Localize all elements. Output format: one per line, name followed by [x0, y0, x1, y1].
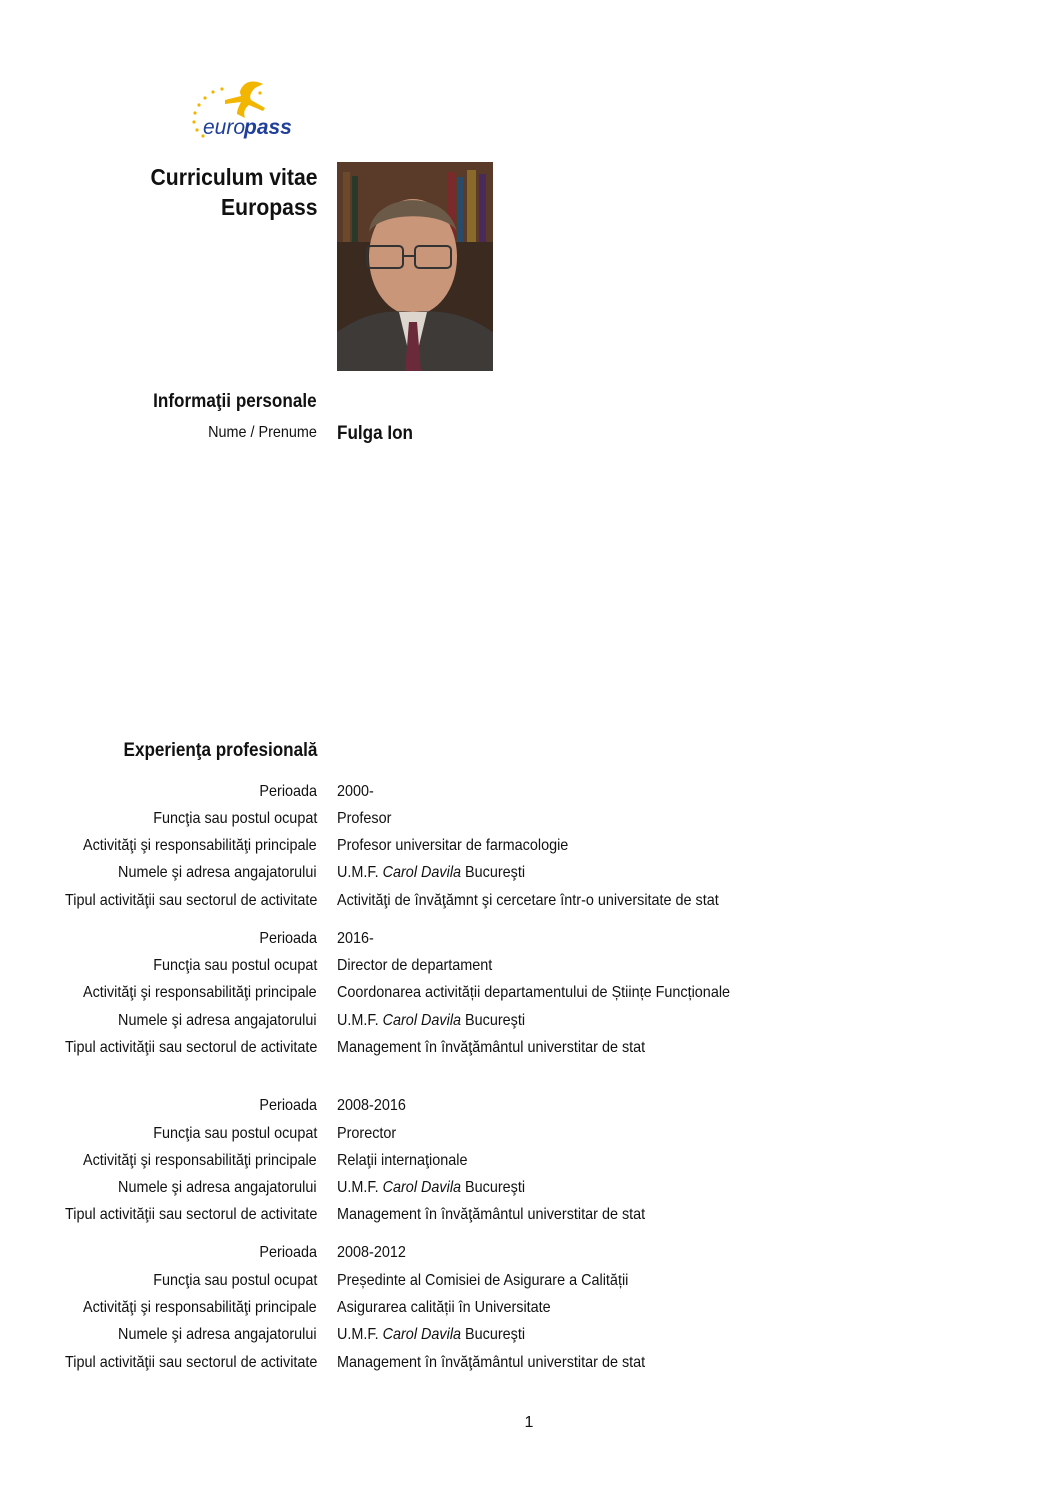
- position-value: Director de departament: [337, 957, 493, 974]
- period-label: Perioada: [259, 783, 317, 800]
- employer-suffix: Bucureşti: [461, 864, 526, 881]
- employer-italic: Carol Davila: [382, 1179, 462, 1196]
- period-label: Perioada: [259, 930, 317, 947]
- employer-label: Numele şi adresa angajatorului: [118, 1012, 317, 1029]
- sector-value: Management în învăţământul universtitar de stat: [337, 1039, 646, 1056]
- period-value: 2008-2012: [337, 1244, 406, 1261]
- period-label: Perioada: [259, 1097, 317, 1114]
- personal-info-heading: Informaţii personale: [153, 391, 317, 412]
- position-value: Președinte al Comisiei de Asigurare a Calității: [337, 1272, 629, 1289]
- employer-prefix: U.M.F.: [337, 864, 383, 881]
- logo-text-pass: pass: [244, 116, 292, 139]
- employer-value: [337, 1179, 525, 1197]
- sector-label: Tipul activităţii sau sectorul de activitate: [64, 1354, 317, 1371]
- sector-label: Tipul activităţii sau sectorul de activitate: [64, 1039, 317, 1056]
- activities-label: Activităţi şi responsabilităţi principale: [83, 1299, 317, 1316]
- employer-value: [337, 1012, 525, 1030]
- activities-value: Coordonarea activității departamentului de Științe Funcționale: [337, 984, 731, 1001]
- period-value: 2016-: [337, 930, 374, 947]
- sector-label: Tipul activităţii sau sectorul de activitate: [64, 892, 317, 909]
- period-value: 2000-: [337, 783, 374, 800]
- employer-prefix: U.M.F.: [337, 1326, 383, 1343]
- sector-label: Tipul activităţii sau sectorul de activitate: [64, 1206, 317, 1223]
- position-value: Prorector: [337, 1125, 397, 1142]
- europass-star-figure-icon: [185, 78, 310, 144]
- employer-value: [337, 1326, 525, 1344]
- employer-label: Numele şi adresa angajatorului: [118, 1326, 317, 1343]
- portrait-photo-icon: [337, 162, 493, 371]
- position-label: Funcţia sau postul ocupat: [152, 1125, 317, 1142]
- employer-italic: Carol Davila: [382, 864, 462, 881]
- employer-prefix: U.M.F.: [337, 1012, 383, 1029]
- employer-italic: Carol Davila: [382, 1012, 462, 1029]
- position-value: Profesor: [337, 810, 392, 827]
- activities-label: Activităţi şi responsabilităţi principale: [83, 1152, 317, 1169]
- employer-label: Numele şi adresa angajatorului: [118, 1179, 317, 1196]
- activities-label: Activităţi şi responsabilităţi principale: [83, 984, 317, 1001]
- employer-suffix: Bucureşti: [461, 1012, 526, 1029]
- name-label: Nume / Prenume: [208, 424, 317, 441]
- cv-title-line2: Europass: [220, 194, 317, 220]
- employer-value: [337, 864, 525, 882]
- activities-value: Relaţii internaţionale: [337, 1152, 468, 1169]
- logo-text-euro: euro: [203, 116, 246, 139]
- period-value: 2008-2016: [337, 1097, 406, 1114]
- employer-suffix: Bucureşti: [461, 1326, 526, 1343]
- sector-value: Management în învăţământul universtitar de stat: [337, 1354, 646, 1371]
- europass-logo: [185, 78, 310, 144]
- position-label: Funcţia sau postul ocupat: [152, 957, 317, 974]
- employer-prefix: U.M.F.: [337, 1179, 383, 1196]
- cv-title-line1: Curriculum vitae: [150, 164, 317, 190]
- position-label: Funcţia sau postul ocupat: [152, 1272, 317, 1289]
- experience-heading: Experienţa profesională: [123, 740, 317, 761]
- position-label: Funcţia sau postul ocupat: [152, 810, 317, 827]
- activities-value: Asigurarea calității în Universitate: [337, 1299, 551, 1316]
- name-value: Fulga Ion: [337, 423, 413, 444]
- cv-title: [150, 162, 317, 222]
- portrait-photo: [337, 162, 493, 371]
- employer-suffix: Bucureşti: [461, 1179, 526, 1196]
- employer-label: Numele şi adresa angajatorului: [118, 864, 317, 881]
- period-label: Perioada: [259, 1244, 317, 1261]
- sector-value: Management în învăţământul universtitar de stat: [337, 1206, 646, 1223]
- activities-label: Activităţi şi responsabilităţi principale: [83, 837, 317, 854]
- employer-italic: Carol Davila: [382, 1326, 462, 1343]
- page-number: 1: [524, 1414, 534, 1431]
- activities-value: Profesor universitar de farmacologie: [337, 837, 569, 854]
- sector-value: Activităţi de învăţămnt şi cercetare într-o universitate de stat: [337, 892, 719, 909]
